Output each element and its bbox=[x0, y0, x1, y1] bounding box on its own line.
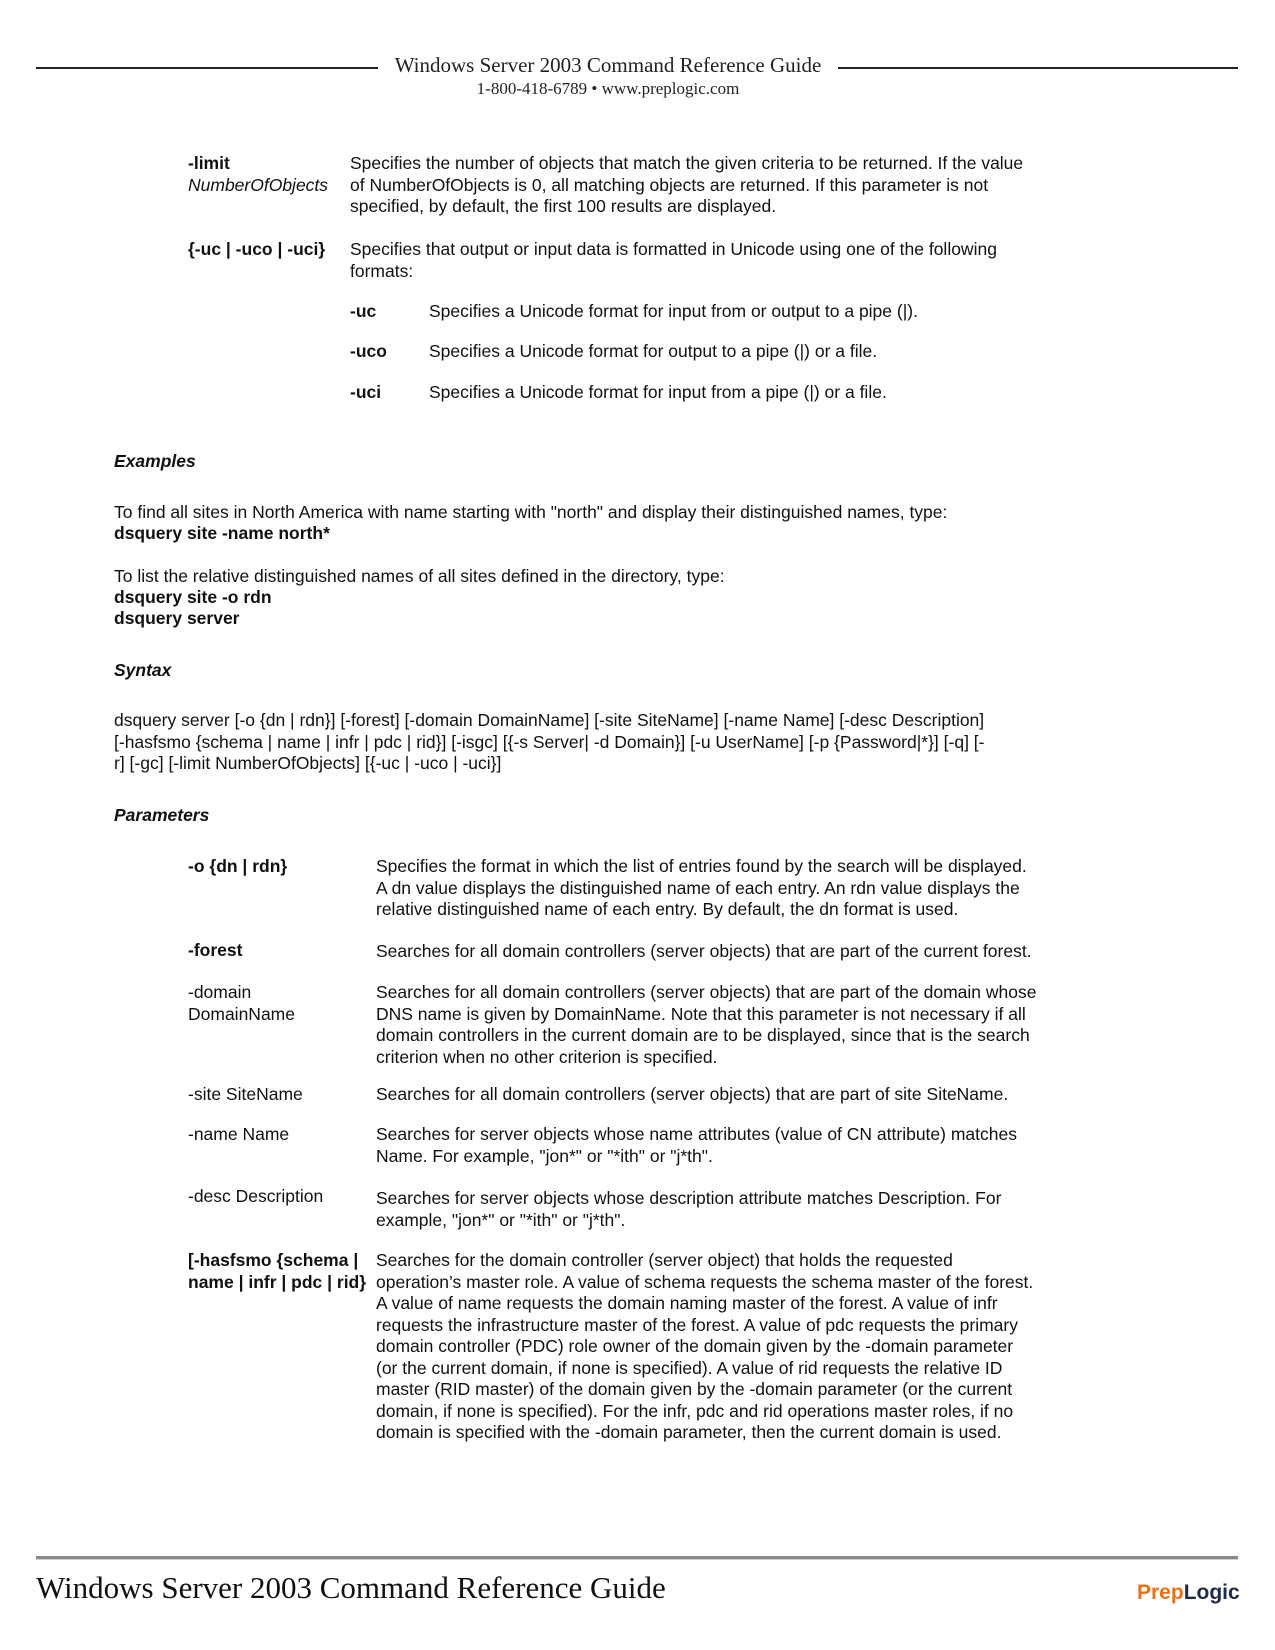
desc-line: DNS name is given by DomainName. Note that this parameter is not necessary if all bbox=[376, 1003, 1026, 1024]
param-desc-name bbox=[376, 1124, 1017, 1167]
syntax-line: [-hasfsmo {schema | name | infr | pdc | rid}] [-isgc] [{-s Server| -d Domain}] [-u UserName] [-p {Password|*}] [-q] [- bbox=[114, 731, 985, 752]
desc-line: Specifies the number of objects that match the given criteria to be returned. If the value bbox=[350, 153, 1024, 173]
param-term-domain: -domain DomainName bbox=[188, 982, 295, 1024]
desc-line: (or the current domain, if none is specified). A value of rid requests the relative ID bbox=[376, 1357, 1003, 1378]
desc-line: formats: bbox=[350, 260, 414, 281]
param-term-limit bbox=[188, 153, 328, 196]
desc-line: Name. For example, "jon*" or "*ith" or "j*th". bbox=[376, 1145, 713, 1166]
desc-line: operation’s master role. A value of schema requests the schema master of the forest. bbox=[376, 1271, 1034, 1292]
desc-line: A dn value displays the distinguished name of each entry. An rdn value displays the bbox=[376, 877, 1020, 898]
desc-line: domain is specified with the -domain parameter, then the current domain is used. bbox=[376, 1422, 1002, 1442]
sub-term-uci: -uci bbox=[350, 382, 382, 402]
example-2-text: To list the relative distinguished names of all sites defined in the directory, type: bbox=[114, 566, 725, 586]
param-term-forest: -forest bbox=[188, 940, 243, 960]
preplogic-logo bbox=[1137, 1581, 1240, 1605]
sub-desc-uc: Specifies a Unicode format for input from or output to a pipe (|). bbox=[429, 301, 918, 321]
desc-line: Searches for server objects whose description attribute matches Description. For bbox=[376, 1188, 1002, 1208]
syntax-block bbox=[114, 710, 985, 775]
desc-line: Specifies the format in which the list of entries found by the search will be displayed. bbox=[376, 856, 1027, 876]
desc-line: of NumberOfObjects is 0, all matching objects are returned. If this parameter is not bbox=[350, 174, 989, 195]
param-desc-site: Searches for all domain controllers (server objects) that are part of site SiteName. bbox=[376, 1084, 1009, 1104]
sub-desc-uci: Specifies a Unicode format for input from a pipe (|) or a file. bbox=[429, 382, 887, 402]
header-rule-right bbox=[838, 67, 1238, 69]
limit-arg: NumberOfObjects bbox=[188, 174, 329, 195]
desc-line: Searches for the domain controller (server object) that holds the requested bbox=[376, 1250, 953, 1270]
example-3-command: dsquery server bbox=[114, 608, 240, 628]
desc-line: specified, by default, the first 100 results are displayed. bbox=[350, 196, 777, 216]
desc-line: requests the infrastructure master of the forest. A value of pdc requests the primary bbox=[376, 1314, 1018, 1335]
desc-line: domain controllers in the current domain are to be displayed, since that is the search bbox=[376, 1025, 1030, 1045]
examples-heading: Examples bbox=[114, 451, 196, 471]
example-1-text: To find all sites in North America with name starting with "north" and display their distinguished names, type: bbox=[114, 502, 948, 522]
syntax-line: dsquery server [-o {dn | rdn}] [-forest] [-domain DomainName] [-site SiteName] [-name Name] [-desc Description] bbox=[114, 710, 985, 730]
desc-line: domain controller (PDC) role owner of the domain given by the -domain parameter bbox=[376, 1336, 1014, 1356]
desc-line: Searches for all domain controllers (server objects) that are part of the domain whose bbox=[376, 982, 1037, 1002]
desc-line: example, "jon*" or "*ith" or "j*th". bbox=[376, 1209, 626, 1230]
header-contact: 1-800-418-6789 • www.preplogic.com bbox=[476, 79, 740, 98]
desc-line: relative distinguished name of each entry. By default, the dn format is used. bbox=[376, 899, 959, 919]
param-desc-domain bbox=[376, 982, 1036, 1068]
parameters-heading: Parameters bbox=[114, 805, 210, 825]
footer-title: Windows Server 2003 Command Reference Guide bbox=[36, 1570, 666, 1605]
param-term-name: -name Name bbox=[188, 1124, 290, 1144]
syntax-line: r] [-gc] [-limit NumberOfObjects] [{-uc | -uco | -uci}] bbox=[114, 753, 502, 773]
logo-logic: Logic bbox=[1183, 1581, 1240, 1604]
example-2-command: dsquery site -o rdn bbox=[114, 587, 272, 607]
param-desc-limit bbox=[350, 153, 1023, 218]
desc-line: Specifies that output or input data is formatted in Unicode using one of the following bbox=[350, 239, 997, 259]
header-rule-left bbox=[36, 67, 378, 69]
desc-line: criterion when no other criterion is specified. bbox=[376, 1046, 718, 1067]
logo-prep: Prep bbox=[1137, 1581, 1184, 1604]
desc-line: domain, if none is specified). For the infr, pdc and rid operations master roles, if no bbox=[376, 1400, 1014, 1421]
example-1-command: dsquery site -name north* bbox=[114, 523, 330, 543]
sub-term-uco: -uco bbox=[350, 341, 387, 361]
param-desc-o bbox=[376, 856, 1027, 921]
header-title: Windows Server 2003 Command Reference Guide bbox=[394, 53, 822, 77]
sub-term-uc: -uc bbox=[350, 301, 377, 321]
param-desc-unicode bbox=[350, 239, 997, 282]
desc-line: master (RID master) of the domain given by the -domain parameter (or the current bbox=[376, 1379, 1013, 1399]
param-desc-forest: Searches for all domain controllers (server objects) that are part of the current forest. bbox=[376, 941, 1032, 961]
param-desc-desc bbox=[376, 1188, 1001, 1231]
param-desc-hasfsmo bbox=[376, 1250, 1033, 1444]
param-term-o: -o {dn | rdn} bbox=[188, 856, 288, 876]
param-term-hasfsmo: [-hasfsmo {schema | name | infr | pdc | rid} bbox=[188, 1250, 367, 1292]
desc-line: Searches for server objects whose name attributes (value of CN attribute) matches bbox=[376, 1124, 1017, 1144]
desc-line: A value of name requests the domain naming master of the forest. A value of infr bbox=[376, 1293, 998, 1313]
param-term-desc: -desc Description bbox=[188, 1186, 324, 1206]
limit-flag: -limit bbox=[188, 153, 230, 173]
syntax-heading: Syntax bbox=[114, 660, 172, 680]
sub-desc-uco: Specifies a Unicode format for output to a pipe (|) or a file. bbox=[429, 341, 878, 361]
param-term-site: -site SiteName bbox=[188, 1084, 303, 1104]
footer-rule bbox=[36, 1556, 1238, 1560]
param-term-unicode: {-uc | -uco | -uci} bbox=[188, 239, 326, 259]
